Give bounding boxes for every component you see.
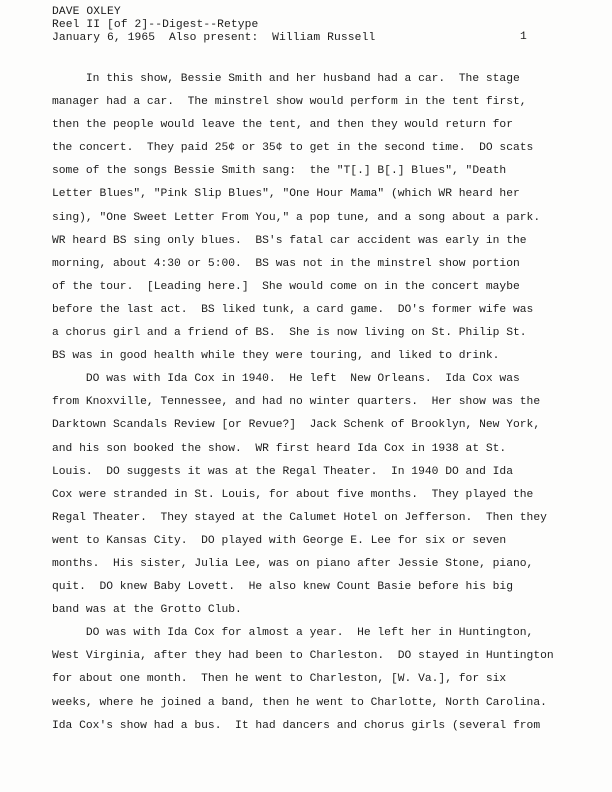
text-line: the concert. They paid 25¢ or 35¢ to get in the second time. DO scats xyxy=(52,142,534,155)
header-interviewee: DAVE OXLEY xyxy=(52,6,121,18)
text-line: before the last act. BS liked tunk, a card game. DO's former wife was xyxy=(52,303,534,316)
text-line: a chorus girl and a friend of BS. She is now living on St. Philip St. xyxy=(52,327,527,340)
header-reel-info: Reel II [of 2]--Digest--Retype xyxy=(52,18,259,31)
paragraph xyxy=(52,622,592,737)
text-line: Letter Blues", "Pink Slip Blues", "One Hour Mama" (which WR heard her xyxy=(52,188,520,201)
text-line: months. His sister, Julia Lee, was on piano after Jessie Stone, piano, xyxy=(52,557,534,570)
text-line: West Virginia, after they had been to Charleston. DO stayed in Huntington xyxy=(52,650,554,663)
text-line: of the tour. [Leading here.] She would come on in the concert maybe xyxy=(52,280,520,293)
text-line: and his son booked the show. WR first heard Ida Cox in 1938 at St. xyxy=(52,442,507,455)
text-line: sing), "One Sweet Letter From You," a pop tune, and a song about a park. xyxy=(52,211,541,224)
text-line: for about one month. Then he went to Charleston, [W. Va.], for six xyxy=(52,673,507,686)
text-line: then the people would leave the tent, and then they would return for xyxy=(52,119,513,132)
text-line: Regal Theater. They stayed at the Calumet Hotel on Jefferson. Then they xyxy=(52,511,547,524)
text-line: weeks, where he joined a band, then he went to Charlotte, North Carolina. xyxy=(52,696,547,709)
text-line: manager had a car. The minstrel show would perform in the tent first, xyxy=(52,96,527,109)
text-line: morning, about 4:30 or 5:00. BS was not in the minstrel show portion xyxy=(52,257,520,270)
text-line: some of the songs Bessie Smith sang: the "T[.] B[.] Blues", "Death xyxy=(52,165,507,178)
transcript-body xyxy=(52,68,592,738)
page-number: 1 xyxy=(520,31,527,43)
text-line: Cox were stranded in St. Louis, for about five months. They played the xyxy=(52,488,534,501)
text-line: In this show, Bessie Smith and her husband had a car. The stage xyxy=(52,73,520,85)
header-date-attendees: January 6, 1965 Also present: William Russell xyxy=(52,31,376,44)
text-line: DO was with Ida Cox in 1940. He left New Orleans. Ida Cox was xyxy=(52,373,520,386)
text-line: DO was with Ida Cox for almost a year. He left her in Huntington, xyxy=(52,627,534,640)
text-line: band was at the Grotto Club. xyxy=(52,604,242,617)
paragraph xyxy=(52,68,592,368)
text-line: Ida Cox's show had a bus. It had dancers and chorus girls (several from xyxy=(52,719,541,732)
document-header xyxy=(52,6,375,44)
text-line: from Knoxville, Tennessee, and had no winter quarters. Her show was the xyxy=(52,396,541,409)
paragraph xyxy=(52,368,592,622)
text-line: Louis. DO suggests it was at the Regal Theater. In 1940 DO and Ida xyxy=(52,465,513,478)
text-line: WR heard BS sing only blues. BS's fatal car accident was early in the xyxy=(52,234,527,247)
text-line: quit. DO knew Baby Lovett. He also knew Count Basie before his big xyxy=(52,581,513,594)
text-line: Darktown Scandals Review [or Revue?] Jack Schenk of Brooklyn, New York, xyxy=(52,419,541,432)
text-line: BS was in good health while they were touring, and liked to drink. xyxy=(52,350,500,363)
text-line: went to Kansas City. DO played with George E. Lee for six or seven xyxy=(52,534,507,547)
